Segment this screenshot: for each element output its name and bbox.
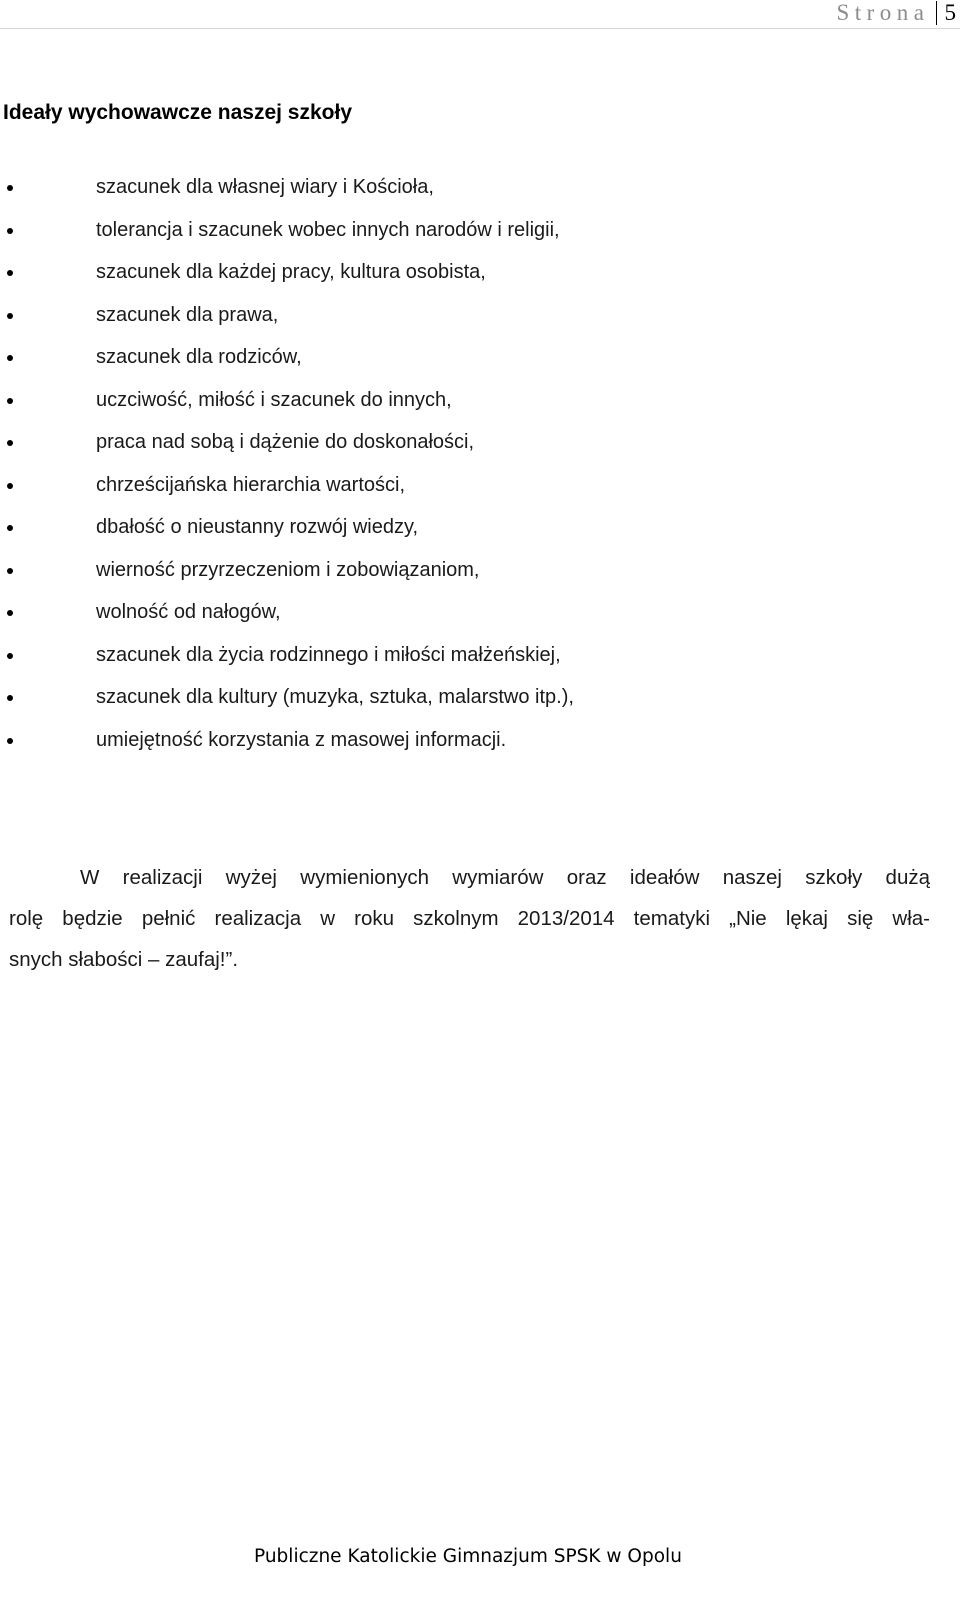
list-item (0, 554, 940, 597)
list-item-text: szacunek dla życia rodzinnego i miłości małżeńskiej, (96, 643, 561, 666)
paragraph-line: snych słabości – zaufaj!”. (9, 948, 239, 971)
section-heading: Ideały wychowawcze naszej szkoły (3, 101, 352, 124)
list-item-text: uczciwość, miłość i szacunek do innych, (96, 388, 452, 411)
bullet-icon (7, 483, 13, 489)
list-item (0, 469, 940, 512)
page-header (0, 0, 960, 30)
list-item-text: szacunek dla prawa, (96, 303, 279, 326)
bullet-icon (7, 610, 13, 616)
page-number: 5 (944, 0, 956, 25)
bullet-icon (7, 440, 13, 446)
paragraph-line: W realizacji wyżej wymienionych wymiarów oraz ideałów naszej szkoły dużą (80, 866, 930, 889)
page-number-block (836, 0, 956, 26)
bullet-icon (7, 270, 13, 276)
list-item (0, 724, 940, 767)
bullet-icon (7, 398, 13, 404)
ideals-list (0, 171, 940, 766)
list-item-text: praca nad sobą i dążenie do doskonałości, (96, 431, 475, 453)
bullet-icon (7, 525, 13, 531)
list-item-text: tolerancja i szacunek wobec innych narodów i religii, (96, 218, 560, 241)
list-item (0, 299, 940, 342)
bullet-icon (7, 313, 13, 319)
list-item-text: umiejętność korzystania z masowej informacji. (96, 728, 507, 751)
page-number-separator (936, 1, 937, 25)
list-item (0, 426, 940, 469)
bullet-icon (7, 738, 13, 744)
list-item (0, 256, 940, 299)
list-item (0, 639, 940, 682)
bullet-icon (7, 355, 13, 361)
page-word: Strona (836, 0, 930, 25)
list-item (0, 596, 940, 639)
list-item (0, 171, 940, 214)
body-paragraph (9, 857, 930, 980)
list-item-text: szacunek dla kultury (muzyka, sztuka, malarstwo itp.), (96, 686, 574, 708)
header-rule (0, 28, 960, 29)
list-item (0, 681, 940, 724)
list-item-text: dbałość o nieustanny rozwój wiedzy, (96, 516, 419, 538)
paragraph-line: rolę będzie pełnić realizacja w roku szkolnym 2013/2014 tematyki „Nie lękaj się wła- (9, 907, 930, 930)
list-item (0, 511, 940, 554)
list-item-text: szacunek dla każdej pracy, kultura osobista, (96, 261, 486, 283)
list-item-text: wolność od nałogów, (96, 601, 281, 623)
list-item (0, 341, 940, 384)
list-item-text: szacunek dla rodziców, (96, 346, 302, 368)
list-item-text: szacunek dla własnej wiary i Kościoła, (96, 176, 434, 198)
list-item-text: wierność przyrzeczeniom i zobowiązaniom, (96, 558, 480, 581)
bullet-icon (7, 185, 13, 191)
bullet-icon (7, 568, 13, 574)
bullet-icon (7, 695, 13, 701)
list-item-text: chrześcijańska hierarchia wartości, (96, 473, 406, 496)
list-item (0, 384, 940, 427)
bullet-icon (7, 228, 13, 234)
page-footer (0, 1540, 960, 1574)
list-item (0, 214, 940, 257)
footer-school-name: Publiczne Katolickie Gimnazjum SPSK w Opolu (254, 1546, 682, 1567)
bullet-icon (7, 653, 13, 659)
